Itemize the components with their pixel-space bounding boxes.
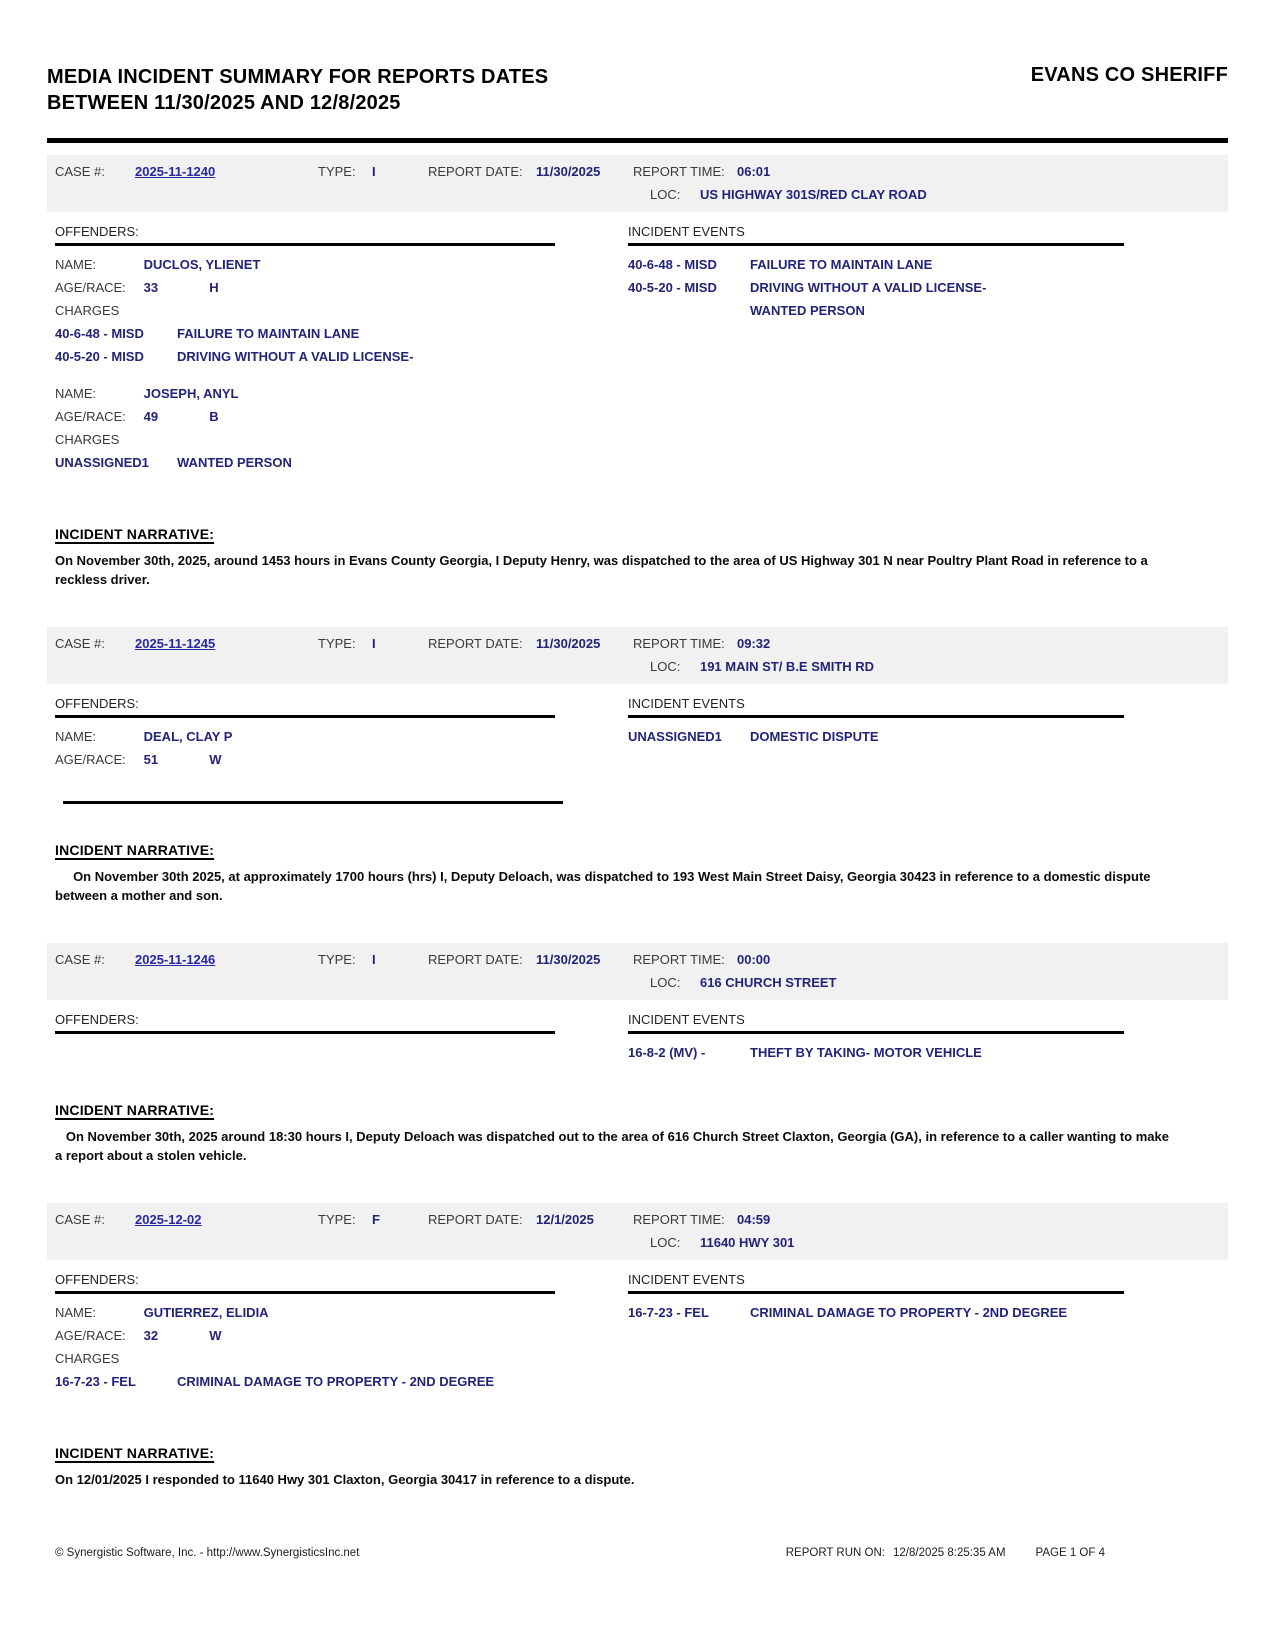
offender-name-value: GUTIERREZ, ELIDIA — [143, 1305, 269, 1320]
incident-events-header: INCIDENT EVENTS — [628, 224, 1124, 246]
charge-code: 40-6-48 - MISD — [55, 326, 144, 341]
case-location-row — [55, 1234, 1220, 1251]
footer-copyright: © Synergistic Software, Inc. - http://www.SynergisticsInc.net — [55, 1547, 360, 1559]
header-divider — [47, 138, 1228, 143]
event-description: DOMESTIC DISPUTE — [750, 729, 879, 744]
case-header-row — [55, 951, 1220, 968]
case-columns — [47, 224, 1228, 488]
case-section — [47, 1203, 1228, 1489]
report-time-label: REPORT TIME: — [633, 636, 725, 651]
report-time-label: REPORT TIME: — [633, 1212, 725, 1227]
offenders-header: OFFENDERS: — [55, 1272, 555, 1294]
report-footer — [55, 1547, 1228, 1559]
offenders-list — [55, 253, 555, 474]
report-time-label: REPORT TIME: — [633, 952, 725, 967]
charge-row — [55, 451, 555, 474]
offender-name-value: DUCLOS, YLIENET — [143, 257, 261, 272]
charge-description: CRIMINAL DAMAGE TO PROPERTY - 2ND DEGREE — [177, 1374, 495, 1389]
event-description: CRIMINAL DAMAGE TO PROPERTY - 2ND DEGREE — [750, 1305, 1068, 1320]
incident-narrative-text: On November 30th, 2025, around 1453 hours in Evans County Georgia, I Deputy Henry, was dispatched to the area of US Highway 301 N near Poultry Plant Road in reference to a reckless driver. — [55, 553, 1152, 587]
event-code: 40-6-48 - MISD — [628, 257, 717, 272]
charges-label: CHARGES — [55, 303, 120, 318]
report-header — [47, 64, 1228, 116]
incident-event-row — [628, 253, 1124, 276]
name-label: NAME: — [55, 257, 97, 272]
age-race-label: AGE/RACE: — [55, 409, 126, 424]
event-code: 16-8-2 (MV) - — [628, 1045, 706, 1060]
events-list — [628, 1041, 1124, 1064]
incident-events-header: INCIDENT EVENTS — [628, 696, 1124, 718]
charge-row — [55, 322, 555, 345]
loc-value: 11640 HWY 301 — [699, 1235, 795, 1250]
incident-narrative-text: On November 30th, 2025 around 18:30 hours I, Deputy Deloach was dispatched out to the area of 616 Church Street Claxton, Georgia (GA), in reference to a caller wanting to make a report about a stolen vehicle. — [55, 1129, 1173, 1163]
incident-event-row — [628, 725, 1124, 748]
offender-name-row — [55, 253, 555, 276]
offender-name-value: DEAL, CLAY P — [143, 729, 233, 744]
case-header-band — [47, 155, 1228, 212]
charge-description: FAILURE TO MAINTAIN LANE — [177, 326, 360, 341]
agency-name: EVANS CO SHERIFF — [1030, 64, 1228, 86]
offender-age-value: 51 — [143, 752, 159, 767]
incident-event-row — [628, 276, 1124, 299]
case-number-link[interactable]: 2025-11-1245 — [135, 636, 216, 651]
offenders-column — [55, 224, 555, 488]
type-value: I — [372, 636, 376, 651]
offender-age-value: 33 — [143, 280, 159, 295]
events-list — [628, 253, 1124, 322]
offenders-list — [55, 725, 555, 771]
incident-narrative-heading: INCIDENT NARRATIVE: — [55, 1445, 215, 1461]
offender-race-value: B — [209, 409, 219, 424]
footer-page-number: PAGE 1 OF 4 — [1035, 1547, 1105, 1559]
incident-narrative-text: On November 30th 2025, at approximately 1700 hours (hrs) I, Deputy Deloach, was dispatched to 193 West Main Street Daisy, Georgia 30423 in reference to a domestic dispute between a mother and son. — [55, 869, 1155, 903]
offenders-header: OFFENDERS: — [55, 224, 555, 246]
loc-label: LOC: — [650, 659, 681, 674]
case-header-band — [47, 1203, 1228, 1260]
type-label: TYPE: — [318, 952, 356, 967]
offenders-list — [55, 1301, 555, 1393]
charges-list — [55, 322, 555, 368]
report-time-label: REPORT TIME: — [633, 164, 725, 179]
case-location-row — [55, 186, 1220, 203]
report-time-value: 09:32 — [737, 636, 771, 651]
event-description: FAILURE TO MAINTAIN LANE — [750, 257, 933, 272]
charges-label: CHARGES — [55, 432, 120, 447]
page-title-line2: BETWEEN 11/30/2025 AND 12/8/2025 — [47, 92, 401, 114]
case-header-band — [47, 943, 1228, 1000]
charge-row — [55, 345, 555, 368]
case-header-row — [55, 635, 1220, 652]
offender-age-race-row — [55, 1324, 555, 1347]
incident-narrative-heading: INCIDENT NARRATIVE: — [55, 1102, 215, 1118]
report-date-label: REPORT DATE: — [428, 1212, 523, 1227]
footer-run-on — [786, 1547, 1006, 1559]
events-list — [628, 725, 1124, 748]
case-section — [47, 627, 1228, 905]
offenders-header: OFFENDERS: — [55, 1012, 555, 1034]
cases-container — [47, 155, 1228, 1489]
page-title-line1: MEDIA INCIDENT SUMMARY FOR REPORTS DATES — [47, 66, 549, 88]
report-date-value: 11/30/2025 — [536, 164, 601, 179]
type-value: F — [372, 1212, 380, 1227]
offender-age-value: 32 — [143, 1328, 159, 1343]
events-list — [628, 1301, 1124, 1324]
case-number-label: CASE #: — [55, 952, 105, 967]
charges-label: CHARGES — [55, 1351, 120, 1366]
offender-record — [55, 1301, 555, 1393]
incident-events-column — [628, 696, 1124, 804]
offender-record — [55, 725, 555, 771]
incident-events-header: INCIDENT EVENTS — [628, 1272, 1124, 1294]
case-location-row — [55, 974, 1220, 991]
charge-code: 16-7-23 - FEL — [55, 1374, 136, 1389]
charge-row — [55, 1370, 555, 1393]
report-time-value: 06:01 — [737, 164, 771, 179]
incident-events-column — [628, 1272, 1124, 1407]
page-title — [47, 64, 548, 116]
type-value: I — [372, 164, 376, 179]
report-time-value: 00:00 — [737, 952, 771, 967]
incident-events-header: INCIDENT EVENTS — [628, 1012, 1124, 1034]
charges-list — [55, 451, 555, 474]
offender-record — [55, 382, 555, 474]
loc-value: 616 CHURCH STREET — [699, 975, 837, 990]
offenders-column — [55, 1012, 555, 1064]
report-date-label: REPORT DATE: — [428, 164, 523, 179]
offender-race-value: W — [209, 752, 222, 767]
report-time-value: 04:59 — [737, 1212, 771, 1227]
case-columns — [47, 696, 1228, 804]
charge-code: 40-5-20 - MISD — [55, 349, 144, 364]
case-number-label: CASE #: — [55, 636, 105, 651]
event-code: 40-5-20 - MISD — [628, 280, 717, 295]
case-columns — [47, 1272, 1228, 1407]
offender-age-race-row — [55, 276, 555, 299]
offender-name-row — [55, 725, 555, 748]
incident-narrative-text: On 12/01/2025 I responded to 11640 Hwy 301 Claxton, Georgia 30417 in reference to a dispute. — [55, 1472, 635, 1487]
event-description: DRIVING WITHOUT A VALID LICENSE- — [750, 280, 987, 295]
offender-name-row — [55, 382, 555, 405]
case-header-row — [55, 1211, 1220, 1228]
case-number-link[interactable]: 2025-11-1240 — [135, 164, 216, 179]
loc-value: US HIGHWAY 301S/RED CLAY ROAD — [699, 187, 927, 202]
report-page — [47, 0, 1228, 1650]
loc-label: LOC: — [650, 975, 681, 990]
loc-value: 191 MAIN ST/ B.E SMITH RD — [699, 659, 875, 674]
case-number-link[interactable]: 2025-12-02 — [135, 1212, 202, 1227]
age-race-label: AGE/RACE: — [55, 752, 126, 767]
incident-events-column — [628, 1012, 1124, 1064]
offenders-header: OFFENDERS: — [55, 696, 555, 718]
report-date-value: 11/30/2025 — [536, 952, 601, 967]
charges-list — [55, 1370, 555, 1393]
incident-event-row — [628, 1041, 1124, 1064]
report-date-value: 11/30/2025 — [536, 636, 601, 651]
footer-right — [786, 1547, 1105, 1559]
offenders-column — [55, 1272, 555, 1407]
case-location-row — [55, 658, 1220, 675]
event-code: UNASSIGNED1 — [628, 729, 722, 744]
case-columns — [47, 1012, 1228, 1064]
event-description: THEFT BY TAKING- MOTOR VEHICLE — [750, 1045, 982, 1060]
name-label: NAME: — [55, 1305, 97, 1320]
offender-record — [55, 253, 555, 368]
incident-narrative-heading: INCIDENT NARRATIVE: — [55, 526, 215, 542]
offenders-column — [55, 696, 555, 804]
type-label: TYPE: — [318, 1212, 356, 1227]
charge-description: DRIVING WITHOUT A VALID LICENSE- — [177, 349, 414, 364]
case-number-link[interactable]: 2025-11-1246 — [135, 952, 216, 967]
footer-run-on-value: 12/8/2025 8:25:35 AM — [893, 1547, 1006, 1559]
charge-code: UNASSIGNED1 — [55, 455, 149, 470]
age-race-label: AGE/RACE: — [55, 280, 126, 295]
age-race-label: AGE/RACE: — [55, 1328, 126, 1343]
report-date-label: REPORT DATE: — [428, 636, 523, 651]
case-header-row — [55, 163, 1220, 180]
type-label: TYPE: — [318, 164, 356, 179]
name-label: NAME: — [55, 386, 97, 401]
type-label: TYPE: — [318, 636, 356, 651]
offender-name-row — [55, 1301, 555, 1324]
offender-race-value: H — [209, 280, 219, 295]
case-section — [47, 155, 1228, 589]
offender-race-value: W — [209, 1328, 222, 1343]
offender-age-race-row — [55, 748, 555, 771]
loc-label: LOC: — [650, 187, 681, 202]
case-section — [47, 943, 1228, 1165]
event-description: WANTED PERSON — [750, 303, 865, 318]
incident-event-row — [628, 299, 1124, 322]
name-label: NAME: — [55, 729, 97, 744]
offenders-closing-rule — [63, 801, 563, 804]
case-header-band — [47, 627, 1228, 684]
incident-events-column — [628, 224, 1124, 488]
offender-name-value: JOSEPH, ANYL — [143, 386, 239, 401]
type-value: I — [372, 952, 376, 967]
loc-label: LOC: — [650, 1235, 681, 1250]
case-number-label: CASE #: — [55, 164, 105, 179]
report-date-label: REPORT DATE: — [428, 952, 523, 967]
charge-description: WANTED PERSON — [177, 455, 292, 470]
event-code: 16-7-23 - FEL — [628, 1305, 709, 1320]
incident-narrative-heading: INCIDENT NARRATIVE: — [55, 842, 215, 858]
incident-event-row — [628, 1301, 1124, 1324]
footer-run-on-label: REPORT RUN ON: — [785, 1547, 885, 1559]
offender-age-value: 49 — [143, 409, 159, 424]
offender-age-race-row — [55, 405, 555, 428]
report-date-value: 12/1/2025 — [536, 1212, 594, 1227]
case-number-label: CASE #: — [55, 1212, 105, 1227]
